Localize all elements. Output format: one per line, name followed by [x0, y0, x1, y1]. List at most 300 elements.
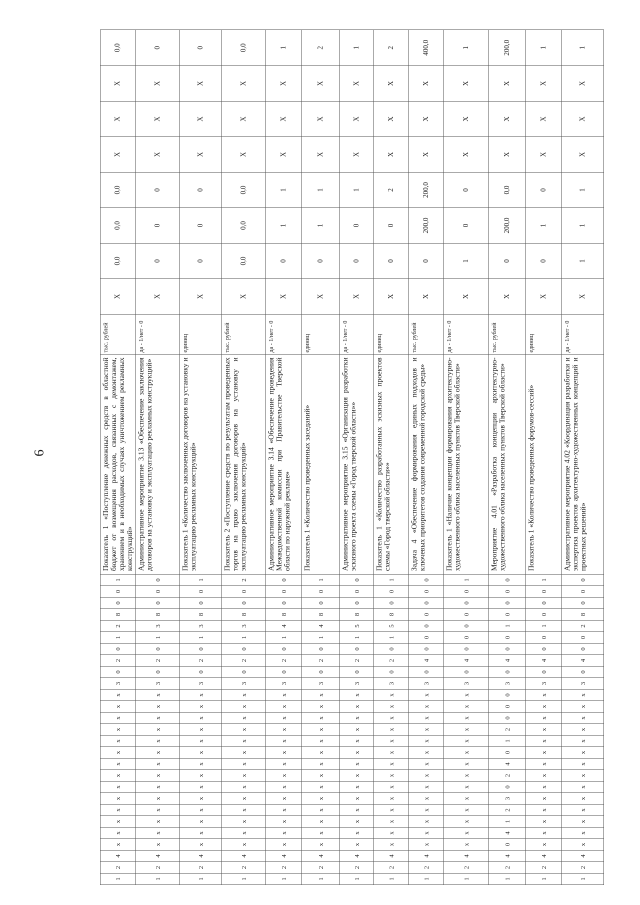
value-cell: X — [302, 101, 340, 137]
code-cell: x — [526, 712, 562, 724]
code-cell: x — [444, 827, 489, 839]
code-cell: x — [302, 839, 340, 851]
code-cell: 8 — [374, 609, 409, 621]
code-cell: x — [136, 712, 180, 724]
code-cell: x — [222, 770, 266, 782]
code-cell: x — [302, 793, 340, 805]
code-cell: x — [526, 816, 562, 828]
code-cell: x — [409, 770, 444, 782]
code-cell: x — [562, 747, 604, 759]
value-cell: 200,0 — [489, 208, 526, 244]
code-cell: x — [180, 793, 222, 805]
code-cell: x — [444, 816, 489, 828]
value-cell: X — [409, 279, 444, 315]
code-cell: 0 — [489, 839, 526, 851]
code-cell: x — [180, 827, 222, 839]
code-cell: x — [136, 804, 180, 816]
value-cell: X — [180, 101, 222, 137]
unit-cell: единиц — [374, 314, 409, 354]
code-cell: 2 — [489, 770, 526, 782]
unit-cell: единиц — [526, 314, 562, 354]
value-cell: X — [340, 66, 374, 102]
indicator-table-sheet — [100, 30, 600, 885]
code-cell: 0 — [266, 574, 302, 586]
value-cell: X — [100, 101, 136, 137]
code-cell: 0 — [136, 666, 180, 678]
code-cell: 4 — [340, 850, 374, 862]
indicator-name: Задача 4 «Обеспечение формирования единых подходов и ключевых приоритетов создания современной городской среды» — [409, 354, 444, 574]
table-row — [374, 30, 409, 885]
value-cell: X — [444, 279, 489, 315]
code-cell: 0 — [489, 586, 526, 598]
code-cell: x — [444, 781, 489, 793]
code-cell: 4 — [266, 850, 302, 862]
code-cell: 0 — [222, 666, 266, 678]
indicator-name: Административное мероприятие 3.15 «Организация разработки эскизного проекта схемы «Город тверской области»» — [340, 354, 374, 574]
value-cell: X — [266, 137, 302, 173]
code-cell: x — [562, 816, 604, 828]
value-cell: 0 — [302, 243, 340, 279]
value-cell: 0 — [340, 208, 374, 244]
code-cell: x — [222, 827, 266, 839]
code-cell: 2 — [266, 862, 302, 874]
code-cell: x — [409, 689, 444, 701]
code-cell: 0 — [444, 609, 489, 621]
code-cell: 2 — [409, 862, 444, 874]
code-cell: 0 — [409, 609, 444, 621]
value-cell: X — [180, 137, 222, 173]
code-cell: x — [374, 781, 409, 793]
code-cell: 0 — [302, 586, 340, 598]
code-cell: x — [409, 735, 444, 747]
code-cell: x — [562, 701, 604, 713]
code-cell: 3 — [222, 620, 266, 632]
value-cell: X — [374, 101, 409, 137]
code-cell: 1 — [526, 620, 562, 632]
code-cell: 2 — [374, 862, 409, 874]
code-cell: 8 — [180, 609, 222, 621]
code-cell: x — [444, 689, 489, 701]
value-cell: 0,0 — [222, 208, 266, 244]
code-cell: 4 — [374, 850, 409, 862]
code-cell: 3 — [266, 678, 302, 690]
code-cell: 3 — [526, 678, 562, 690]
code-cell: 0 — [409, 666, 444, 678]
code-cell: x — [266, 724, 302, 736]
value-cell: X — [374, 66, 409, 102]
code-cell: x — [562, 770, 604, 782]
code-cell: 0 — [409, 597, 444, 609]
code-cell: x — [302, 701, 340, 713]
code-cell: x — [526, 770, 562, 782]
indicator-table-body — [100, 30, 604, 885]
code-cell: x — [266, 804, 302, 816]
indicator-name: Показатель 1 «Количество разработанных эскизных проектов схемы «Город тверской области»» — [374, 354, 409, 574]
indicator-name: Административное мероприятие 3.14 «Обеспечение проведения Межведомственной комиссии при Правительстве Тверской области по наружной рекламе» — [266, 354, 302, 574]
code-cell: 4 — [489, 758, 526, 770]
code-cell: 0 — [409, 632, 444, 644]
code-cell: x — [340, 781, 374, 793]
code-cell: x — [136, 793, 180, 805]
code-cell: x — [136, 758, 180, 770]
code-cell: 1 — [266, 873, 302, 885]
code-cell: 0 — [489, 747, 526, 759]
indicator-name: Показатель 1 «Количество проведенных заседаний» — [302, 354, 340, 574]
code-cell: x — [562, 839, 604, 851]
code-cell: 0 — [526, 666, 562, 678]
code-cell: 5 — [340, 620, 374, 632]
code-cell: 4 — [444, 655, 489, 667]
code-cell: 5 — [374, 620, 409, 632]
code-cell: 2 — [222, 655, 266, 667]
code-cell: 0 — [222, 597, 266, 609]
code-cell: x — [302, 804, 340, 816]
code-cell: x — [409, 816, 444, 828]
code-cell: 1 — [489, 735, 526, 747]
code-cell: 0 — [489, 574, 526, 586]
value-cell: X — [489, 101, 526, 137]
code-cell: x — [136, 735, 180, 747]
code-cell: 1 — [374, 873, 409, 885]
code-cell: x — [562, 689, 604, 701]
code-cell: x — [444, 712, 489, 724]
code-cell: 3 — [489, 793, 526, 805]
unit-cell: тыс. рублей — [409, 314, 444, 354]
table-row — [444, 30, 489, 885]
table-row — [489, 30, 526, 885]
code-cell: x — [180, 816, 222, 828]
code-cell: x — [526, 793, 562, 805]
value-cell: X — [136, 66, 180, 102]
value-cell: X — [562, 66, 604, 102]
code-cell: x — [409, 758, 444, 770]
value-cell: X — [562, 101, 604, 137]
code-cell: 0 — [340, 597, 374, 609]
code-cell: x — [136, 839, 180, 851]
code-cell: x — [266, 781, 302, 793]
value-cell: X — [136, 279, 180, 315]
code-cell: x — [266, 827, 302, 839]
code-cell: x — [180, 758, 222, 770]
table-row — [526, 30, 562, 885]
code-cell: 0 — [444, 586, 489, 598]
unit-cell: тыс. рублей — [489, 314, 526, 354]
code-cell: 3 — [100, 678, 136, 690]
code-cell: x — [444, 839, 489, 851]
code-cell: 0 — [340, 586, 374, 598]
unit-cell: единиц — [302, 314, 340, 354]
value-cell: 1 — [266, 30, 302, 66]
value-cell: 1 — [562, 208, 604, 244]
code-cell: x — [100, 758, 136, 770]
code-cell: x — [180, 735, 222, 747]
code-cell: 0 — [562, 586, 604, 598]
code-cell: 1 — [444, 574, 489, 586]
code-cell: x — [302, 827, 340, 839]
code-cell: 0 — [526, 586, 562, 598]
value-cell: 1 — [302, 172, 340, 208]
code-cell: x — [180, 689, 222, 701]
value-cell: X — [374, 279, 409, 315]
code-cell: 0 — [526, 643, 562, 655]
code-cell: 4 — [266, 620, 302, 632]
code-cell: x — [136, 781, 180, 793]
value-cell: 0 — [409, 243, 444, 279]
value-cell: X — [136, 137, 180, 173]
code-cell: 2 — [302, 655, 340, 667]
code-cell: 2 — [180, 862, 222, 874]
value-cell: 0 — [180, 30, 222, 66]
code-cell: 4 — [409, 850, 444, 862]
value-cell: X — [489, 279, 526, 315]
code-cell: 1 — [266, 632, 302, 644]
code-cell: 8 — [562, 609, 604, 621]
code-cell: x — [222, 816, 266, 828]
code-cell: x — [136, 747, 180, 759]
code-cell: 3 — [302, 678, 340, 690]
code-cell: x — [100, 816, 136, 828]
value-cell: 200,0 — [489, 30, 526, 66]
code-cell: x — [302, 770, 340, 782]
code-cell: 4 — [409, 655, 444, 667]
code-cell: x — [100, 804, 136, 816]
value-cell: X — [266, 101, 302, 137]
code-cell: x — [266, 816, 302, 828]
indicator-name: Показатель 1 «Количество заключенных договоров на установку и эксплуатацию рекламных конструкций» — [180, 354, 222, 574]
code-cell: 8 — [302, 609, 340, 621]
code-cell: 0 — [562, 666, 604, 678]
code-cell: 8 — [340, 609, 374, 621]
value-cell: X — [180, 66, 222, 102]
code-cell: x — [302, 712, 340, 724]
value-cell: 2 — [302, 30, 340, 66]
value-cell: X — [526, 137, 562, 173]
code-cell: 2 — [100, 620, 136, 632]
code-cell: x — [444, 793, 489, 805]
code-cell: 0 — [180, 597, 222, 609]
value-cell: 1 — [340, 30, 374, 66]
code-cell: 3 — [409, 678, 444, 690]
code-cell: x — [526, 804, 562, 816]
code-cell: 4 — [526, 850, 562, 862]
code-cell: 0 — [489, 701, 526, 713]
code-cell: 0 — [489, 689, 526, 701]
code-cell: 1 — [489, 873, 526, 885]
table-row — [222, 30, 266, 885]
code-cell: 0 — [409, 586, 444, 598]
code-cell: x — [222, 793, 266, 805]
code-cell: x — [340, 770, 374, 782]
code-cell: 4 — [100, 850, 136, 862]
value-cell: X — [100, 137, 136, 173]
code-cell: x — [302, 816, 340, 828]
code-cell: 2 — [340, 655, 374, 667]
code-cell: 8 — [136, 609, 180, 621]
code-cell: 1 — [374, 574, 409, 586]
table-row — [340, 30, 374, 885]
code-cell: x — [266, 793, 302, 805]
code-cell: x — [526, 758, 562, 770]
code-cell: 1 — [222, 632, 266, 644]
code-cell: 0 — [562, 643, 604, 655]
table-row — [100, 30, 136, 885]
value-cell: X — [100, 66, 136, 102]
code-cell: 2 — [100, 655, 136, 667]
code-cell: 2 — [374, 655, 409, 667]
unit-cell: да - 1/нет - 0 — [136, 314, 180, 354]
code-cell: x — [222, 724, 266, 736]
value-cell: 0,0 — [489, 172, 526, 208]
code-cell: x — [526, 839, 562, 851]
code-cell: 4 — [489, 655, 526, 667]
code-cell: 1 — [100, 574, 136, 586]
code-cell: x — [266, 758, 302, 770]
code-cell: x — [444, 724, 489, 736]
code-cell: x — [266, 839, 302, 851]
value-cell: X — [302, 137, 340, 173]
code-cell: x — [444, 701, 489, 713]
code-cell: 0 — [409, 643, 444, 655]
code-cell: 0 — [489, 712, 526, 724]
indicator-table — [100, 30, 604, 886]
code-cell: x — [562, 781, 604, 793]
code-cell: x — [340, 804, 374, 816]
code-cell: 0 — [100, 597, 136, 609]
code-cell: 4 — [562, 850, 604, 862]
code-cell: x — [526, 689, 562, 701]
code-cell: x — [374, 724, 409, 736]
value-cell: 0,0 — [100, 30, 136, 66]
value-cell: X — [562, 137, 604, 173]
code-cell: x — [222, 747, 266, 759]
value-cell: 0 — [374, 208, 409, 244]
value-cell: X — [266, 66, 302, 102]
value-cell: X — [562, 279, 604, 315]
code-cell: x — [222, 781, 266, 793]
unit-cell: тыс. рублей — [100, 314, 136, 354]
code-cell: x — [562, 724, 604, 736]
code-cell: x — [444, 758, 489, 770]
value-cell: 0 — [526, 243, 562, 279]
code-cell: 0 — [374, 666, 409, 678]
code-cell: x — [302, 689, 340, 701]
code-cell: x — [374, 816, 409, 828]
code-cell: 2 — [444, 862, 489, 874]
code-cell: x — [409, 781, 444, 793]
value-cell: 0 — [266, 243, 302, 279]
code-cell: 0 — [266, 597, 302, 609]
code-cell: x — [180, 839, 222, 851]
code-cell: x — [562, 804, 604, 816]
value-cell: X — [444, 66, 489, 102]
code-cell: x — [266, 712, 302, 724]
code-cell: x — [136, 816, 180, 828]
value-cell: 0 — [444, 208, 489, 244]
value-cell: X — [100, 279, 136, 315]
code-cell: x — [302, 758, 340, 770]
code-cell: 3 — [136, 620, 180, 632]
code-cell: 0 — [409, 620, 444, 632]
code-cell: 0 — [444, 643, 489, 655]
code-cell: x — [136, 689, 180, 701]
code-cell: 0 — [266, 666, 302, 678]
code-cell: x — [374, 770, 409, 782]
code-cell: 0 — [100, 586, 136, 598]
code-cell: x — [444, 735, 489, 747]
code-cell: x — [136, 827, 180, 839]
code-cell: 0 — [100, 666, 136, 678]
code-cell: x — [409, 793, 444, 805]
code-cell: 2 — [222, 862, 266, 874]
table-row — [136, 30, 180, 885]
code-cell: x — [302, 781, 340, 793]
code-cell: 1 — [136, 632, 180, 644]
code-cell: x — [180, 781, 222, 793]
code-cell: x — [409, 827, 444, 839]
code-cell: x — [180, 712, 222, 724]
code-cell: 0 — [444, 597, 489, 609]
code-cell: 2 — [222, 574, 266, 586]
code-cell: 4 — [136, 850, 180, 862]
code-cell: 2 — [136, 862, 180, 874]
code-cell: 0 — [340, 574, 374, 586]
code-cell: x — [340, 793, 374, 805]
code-cell: x — [444, 770, 489, 782]
code-cell: 3 — [444, 678, 489, 690]
code-cell: x — [100, 839, 136, 851]
indicator-name: Показатель 1 «Наличие концепции формирования архитектурно-художественного облика населенных пунктов Тверской области» — [444, 354, 489, 574]
value-cell: 1 — [444, 243, 489, 279]
code-cell: x — [374, 793, 409, 805]
code-cell: x — [100, 770, 136, 782]
value-cell: 1 — [562, 172, 604, 208]
code-cell: x — [302, 735, 340, 747]
value-cell: X — [222, 279, 266, 315]
value-cell: X — [409, 66, 444, 102]
value-cell: 0 — [180, 172, 222, 208]
code-cell: 1 — [100, 873, 136, 885]
unit-cell: да - 1/нет - 0 — [562, 314, 604, 354]
unit-cell: да - 1/нет - 0 — [340, 314, 374, 354]
code-cell: 1 — [340, 632, 374, 644]
value-cell: 1 — [526, 30, 562, 66]
code-cell: x — [100, 827, 136, 839]
value-cell: X — [180, 279, 222, 315]
code-cell: x — [136, 701, 180, 713]
code-cell: 0 — [444, 620, 489, 632]
code-cell: x — [526, 747, 562, 759]
code-cell: 1 — [302, 574, 340, 586]
table-row — [266, 30, 302, 885]
code-cell: x — [302, 747, 340, 759]
value-cell: X — [136, 101, 180, 137]
code-cell: x — [526, 735, 562, 747]
code-cell: 2 — [180, 655, 222, 667]
value-cell: 0 — [180, 208, 222, 244]
code-cell: 0 — [222, 586, 266, 598]
code-cell: 3 — [374, 678, 409, 690]
code-cell: 0 — [374, 643, 409, 655]
code-cell: 0 — [489, 597, 526, 609]
value-cell: X — [222, 137, 266, 173]
unit-cell: да - 1/нет - 0 — [444, 314, 489, 354]
value-cell: 1 — [266, 172, 302, 208]
code-cell: 0 — [562, 574, 604, 586]
code-cell: 0 — [489, 781, 526, 793]
code-cell: 4 — [489, 850, 526, 862]
code-cell: 2 — [562, 862, 604, 874]
value-cell: 0 — [136, 208, 180, 244]
